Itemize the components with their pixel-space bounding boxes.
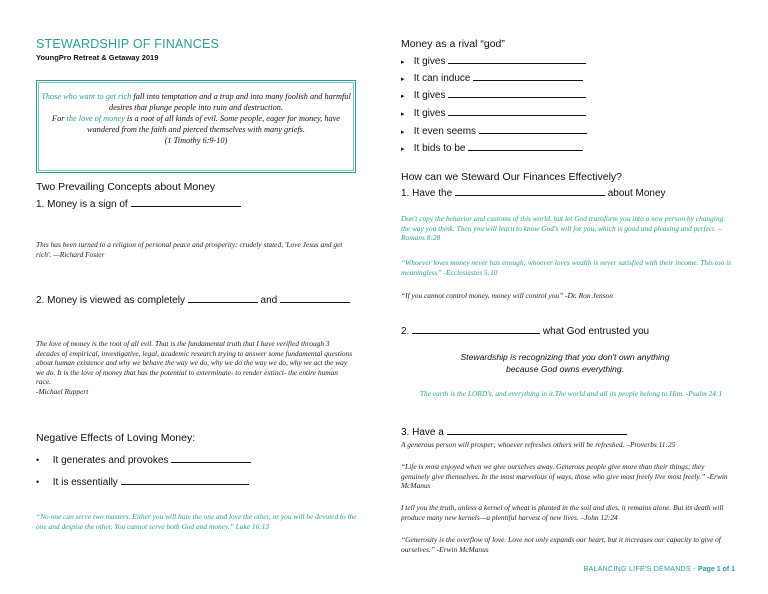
concept-2-and: and: [260, 295, 278, 306]
concept-1: [36, 198, 241, 210]
quote-ecclesiastes: “Whoever loves money never has enough; whoever loves wealth is never satisfied with their income. This too is meaningless” -Ecclesiastes 5:10: [401, 258, 732, 277]
quote-ruppert-text: The love of money is the root of all evil. That is the fundamental truth that I have verified through 3 decades of empirical, investigative, legal, academic research trying to answer some fundamental questions about human existence and why we behave the way we do, why we do the way we do, why we act the way we do. It is the love of money that has the potential to exterminate- to render extinct- the entire human race.: [36, 339, 353, 387]
concept-2-blank-1: [188, 294, 258, 303]
step-2-label: 2.: [401, 326, 410, 337]
rival-item-4-blank: [448, 107, 586, 116]
rival-item-5: [401, 125, 587, 137]
arrow-right-icon: ▸: [401, 76, 405, 83]
step-3: [401, 426, 627, 438]
page-footer: [540, 566, 735, 573]
footer-separator: -: [690, 566, 699, 573]
concept-2-label: 2. Money is viewed as completely: [36, 295, 185, 306]
stewardship-emphasis: [400, 351, 730, 375]
rival-item-5-blank: [479, 125, 587, 134]
negative-item-1-blank: [171, 454, 251, 463]
verse-reference: (1 Timothy 6:9-10): [164, 136, 228, 145]
verse-highlight-1: Those who want to get rich: [41, 92, 132, 101]
concept-1-label: 1. Money is a sign of: [36, 199, 128, 210]
footer-page-number: Page 1 of 1: [698, 566, 735, 573]
quote-foster: This has been turned to a religion of personal peace and prosperity: crudely stated, 'Love Jesus and get rich'. —Richard Foster: [36, 240, 343, 259]
footer-label: BALANCING LIFE'S DEMANDS: [583, 566, 691, 573]
step-1-label: 1. Have the: [401, 188, 453, 199]
rival-item-1: [401, 55, 586, 67]
rival-item-4: [401, 107, 586, 119]
step-3-label: 3. Have a: [401, 427, 444, 438]
rival-item-2-label: It can induce: [413, 73, 471, 84]
verse-text: [40, 91, 352, 146]
rival-item-1-blank: [448, 55, 586, 64]
quote-john: I tell you the truth, unless a kernel of wheat is planted in the soil and dies, it remains alone. But its death will produce many new kernels—a plentiful harvest of new lives. –John 12:24: [401, 503, 724, 522]
quote-mcmanus-1: “Life is most enjoyed when we give ourselves away. Generous people give more than their things; they genuinely give themselves. In the most marvelous of ways, those who give most freely live most freely.” -Erwin McManus: [401, 462, 728, 491]
quote-jenson: “If you cannot control money, money will control you” -Dr. Ron Jenson: [401, 291, 613, 300]
negative-item-1-label: It generates and provokes: [52, 455, 169, 466]
verse-text-1: fall into temptation and a trap and into many foolish and harmful desires that plunge people into ruin and destruction.: [109, 92, 351, 112]
arrow-right-icon: ▸: [401, 59, 405, 66]
emphasis-line-1: Stewardship is recognizing that you don't own anything: [460, 352, 670, 362]
quote-luke: “No one can serve two masters. Either you will hate the one and love the other, or you will be devoted to the one and despise the other. You cannot serve both God and money.” Luke 16:13: [36, 512, 357, 531]
negative-heading: Negative Effects of Loving Money:: [36, 432, 196, 444]
bullet-icon: •: [36, 477, 40, 487]
negative-item-2-label: It is essentially: [52, 477, 118, 488]
quote-mcmanus-2: “Generosity is the overflow of love. Love not only expands our heart, but it increases our capacity to give of ourselves.” -Erwin McManus: [401, 535, 721, 554]
step-2-blank: [412, 325, 540, 334]
negative-item-2-blank: [121, 476, 249, 485]
step-2-suffix: what God entrusted you: [542, 326, 650, 337]
arrow-right-icon: ▸: [401, 129, 405, 136]
concept-2: [36, 294, 350, 306]
rival-item-4-label: It gives: [413, 108, 446, 119]
arrow-right-icon: ▸: [401, 111, 405, 118]
step-1-suffix: about Money: [607, 188, 666, 199]
arrow-right-icon: ▸: [401, 146, 405, 153]
rival-item-3-label: It gives: [413, 90, 446, 101]
quote-psalm: The earth is the LORD's, and everything in it.The world and all its people belong to Him. -Psalm 24:1: [419, 389, 723, 398]
negative-item-2: [36, 476, 249, 488]
emphasis-line-2: because God owns everything.: [506, 364, 624, 374]
verse-text-2: For: [52, 114, 67, 123]
page-title: STEWARDSHIP OF FINANCES: [36, 37, 220, 51]
rival-item-6-label: It bids to be: [413, 143, 466, 154]
arrow-right-icon: ▸: [401, 93, 405, 100]
steward-heading: How can we Steward Our Finances Effectively?: [401, 171, 622, 183]
concept-1-blank: [131, 198, 241, 207]
rival-item-1-label: It gives: [413, 56, 446, 67]
quote-ruppert-author: -Michael Ruppert: [36, 386, 89, 396]
rival-heading: Money as a rival “god”: [401, 38, 505, 50]
rival-item-6-blank: [468, 142, 583, 151]
quote-romans: Don't copy the behavior and customs of this world, but let God transform you into a new person by changing the way you think. Then you will learn to know God's will for you, which is good and pleasing and perfect. –Romans 8:28: [401, 214, 724, 243]
step-3-blank: [447, 426, 627, 435]
rival-item-5-label: It even seems: [413, 126, 477, 137]
concept-2-blank-2: [280, 294, 350, 303]
rival-item-2: [401, 72, 583, 84]
verse-text-3: is a root of all kinds of evil. Some people, eager for money, have wandered from the faith and pierced themselves with many griefs.: [87, 114, 340, 134]
verse-highlight-2: the love of money: [66, 114, 125, 123]
rival-item-6: [401, 142, 583, 154]
step-2: [401, 325, 649, 337]
negative-item-1: [36, 454, 251, 466]
step-1: [401, 187, 666, 199]
quote-ruppert: [36, 339, 354, 397]
rival-item-3-blank: [448, 89, 586, 98]
rival-item-3: [401, 89, 586, 101]
page-subtitle: YoungPro Retreat & Getaway 2019: [36, 53, 159, 62]
rival-item-2-blank: [473, 72, 583, 81]
quote-proverbs: A generous person will prosper; whoever refreshes others will be refreshed. –Proverbs 11:25: [401, 440, 676, 449]
bullet-icon: •: [36, 455, 40, 465]
step-1-blank: [455, 187, 605, 196]
concepts-heading: Two Prevailing Concepts about Money: [36, 181, 216, 193]
